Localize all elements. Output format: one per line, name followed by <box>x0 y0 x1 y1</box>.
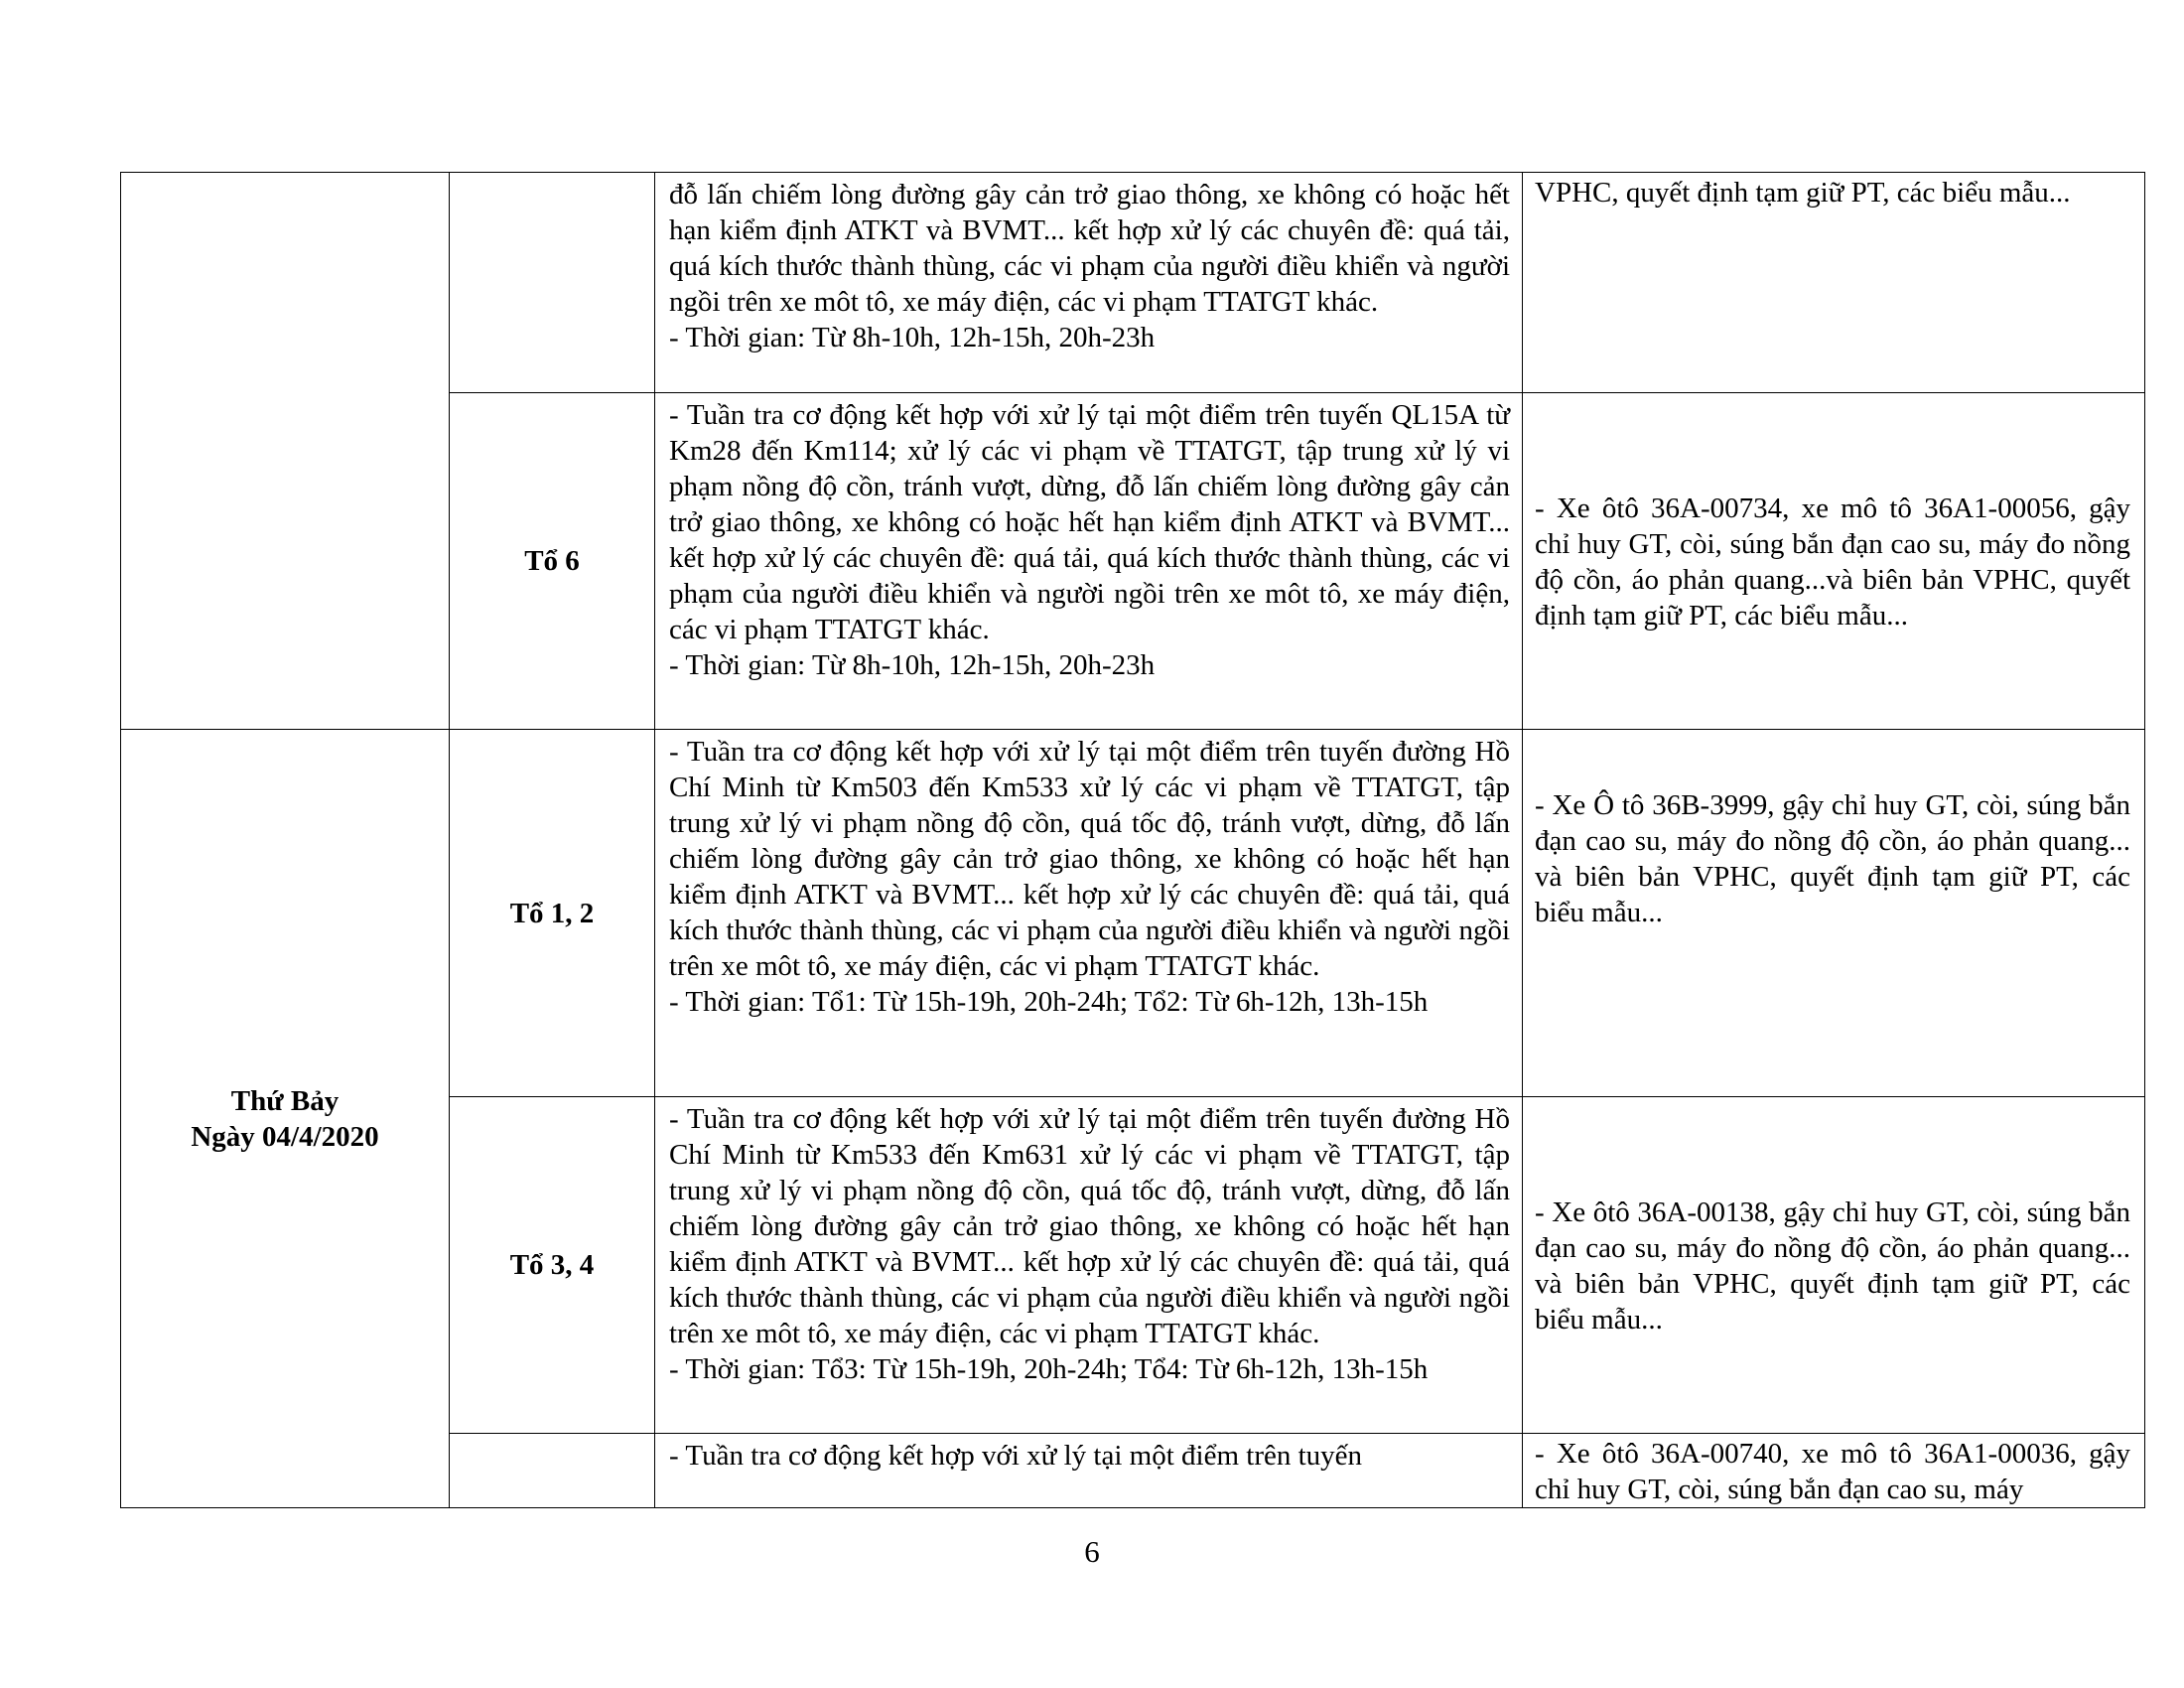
task-time: - Thời gian: Tổ1: Từ 15h-19h, 20h-24h; Tổ2: Từ 6h-12h, 13h-15h <box>669 986 1429 1018</box>
team-cell: Tổ 3, 4 <box>450 1097 655 1434</box>
team-cell: Tổ 1, 2 <box>450 730 655 1097</box>
task-time: - Thời gian: Từ 8h-10h, 12h-15h, 20h-23h <box>669 649 1156 681</box>
task-cell <box>655 1434 1523 1508</box>
team-cell: Tổ 6 <box>450 393 655 730</box>
task-text: - Tuần tra cơ động kết hợp với xử lý tại một điểm trên tuyến đường Hồ Chí Minh từ Km533 đến Km631 xử lý các vi phạm về TTATGT, tập trung xử lý vi phạm nồng độ cồn, quá tốc độ, tránh vượt, dừng, đỗ lấn chiếm lòng đường gây cản trở giao thông, xe không có hoặc hết hạn kiểm định ATKT và BVMT... kết hợp xử lý các chuyên đề: quá tải, quá kích thước thành thùng, các vi phạm của người điều khiển và người ngồi trên xe môt tô, xe máy điện, các vi phạm TTATGT khác. <box>669 1103 1510 1349</box>
day-cell <box>121 730 450 1508</box>
equipment-cell <box>1523 1434 2145 1508</box>
team-cell <box>450 1434 655 1508</box>
day-cell-empty <box>121 173 450 730</box>
task-text: đỗ lấn chiếm lòng đường gây cản trở giao thông, xe không có hoặc hết hạn kiểm định ATKT và BVMT... kết hợp xử lý các chuyên đề: quá tải, quá kích thước thành thùng, các vi phạm của người điều khiển và người ngồi trên xe môt tô, xe máy điện, các vi phạm TTATGT khác. <box>669 179 1510 318</box>
equipment-text: - Xe Ô tô 36B-3999, gậy chỉ huy GT, còi, súng bắn đạn cao su, máy đo nồng độ cồn, áo phản quang... và biên bản VPHC, quyết định tạm giữ PT, các biểu mẫu... <box>1535 789 2130 928</box>
equipment-cell <box>1523 173 2145 393</box>
day-weekday: Thứ Bảy <box>230 1084 340 1117</box>
table-row <box>121 730 2145 1097</box>
task-time: - Thời gian: Tổ3: Từ 15h-19h, 20h-24h; Tổ4: Từ 6h-12h, 13h-15h <box>669 1353 1429 1385</box>
task-text: - Tuần tra cơ động kết hợp với xử lý tại một điểm trên tuyến QL15A từ Km28 đến Km114; xử lý các vi phạm về TTATGT, tập trung xử lý vi phạm nồng độ cồn, tránh vượt, dừng, đỗ lấn chiếm lòng đường gây cản trở giao thông, xe không có hoặc hết hạn kiểm định ATKT và BVMT... kết hợp xử lý các chuyên đề: quá tải, quá kích thước thành thùng, các vi phạm của người điều khiển và người ngồi trên xe môt tô, xe máy điện, các vi phạm TTATGT khác. <box>669 399 1510 645</box>
table-row <box>121 173 2145 393</box>
equipment-text: VPHC, quyết định tạm giữ PT, các biểu mẫu... <box>1535 177 2071 209</box>
task-cell <box>655 1097 1523 1434</box>
task-cell <box>655 393 1523 730</box>
equipment-text: - Xe ôtô 36A-00734, xe mô tô 36A1-00056, gậy chỉ huy GT, còi, súng bắn đạn cao su, máy đo nồng độ cồn, áo phản quang...và biên bản VPHC, quyết định tạm giữ PT, các biểu mẫu... <box>1535 492 2130 632</box>
day-date: Ngày 04/4/2020 <box>191 1120 379 1153</box>
page-number: 6 <box>1084 1534 1100 1569</box>
equipment-cell <box>1523 393 2145 730</box>
equipment-cell <box>1523 730 2145 1097</box>
task-cell <box>655 730 1523 1097</box>
task-time: - Thời gian: Từ 8h-10h, 12h-15h, 20h-23h <box>669 322 1156 353</box>
task-text: - Tuần tra cơ động kết hợp với xử lý tại một điểm trên tuyến đường Hồ Chí Minh từ Km503 đến Km533 xử lý các vi phạm về TTATGT, tập trung xử lý vi phạm nồng độ cồn, quá tốc độ, tránh vượt, dừng, đỗ lấn chiếm lòng đường gây cản trở giao thông, xe không có hoặc hết hạn kiểm định ATKT và BVMT... kết hợp xử lý các chuyên đề: quá tải, quá kích thước thành thùng, các vi phạm của người điều khiển và người ngồi trên xe môt tô, xe máy điện, các vi phạm TTATGT khác. <box>669 736 1510 982</box>
equipment-text: - Xe ôtô 36A-00740, xe mô tô 36A1-00036, gậy chỉ huy GT, còi, súng bắn đạn cao su, máy <box>1535 1438 2130 1505</box>
schedule-table <box>120 172 2145 1508</box>
task-cell <box>655 173 1523 393</box>
team-cell <box>450 173 655 393</box>
task-text: - Tuần tra cơ động kết hợp với xử lý tại một điểm trên tuyến <box>669 1440 1363 1472</box>
equipment-cell <box>1523 1097 2145 1434</box>
equipment-text: - Xe ôtô 36A-00138, gậy chỉ huy GT, còi, súng bắn đạn cao su, máy đo nồng độ cồn, áo phản quang... và biên bản VPHC, quyết định tạm giữ PT, các biểu mẫu... <box>1535 1196 2130 1336</box>
